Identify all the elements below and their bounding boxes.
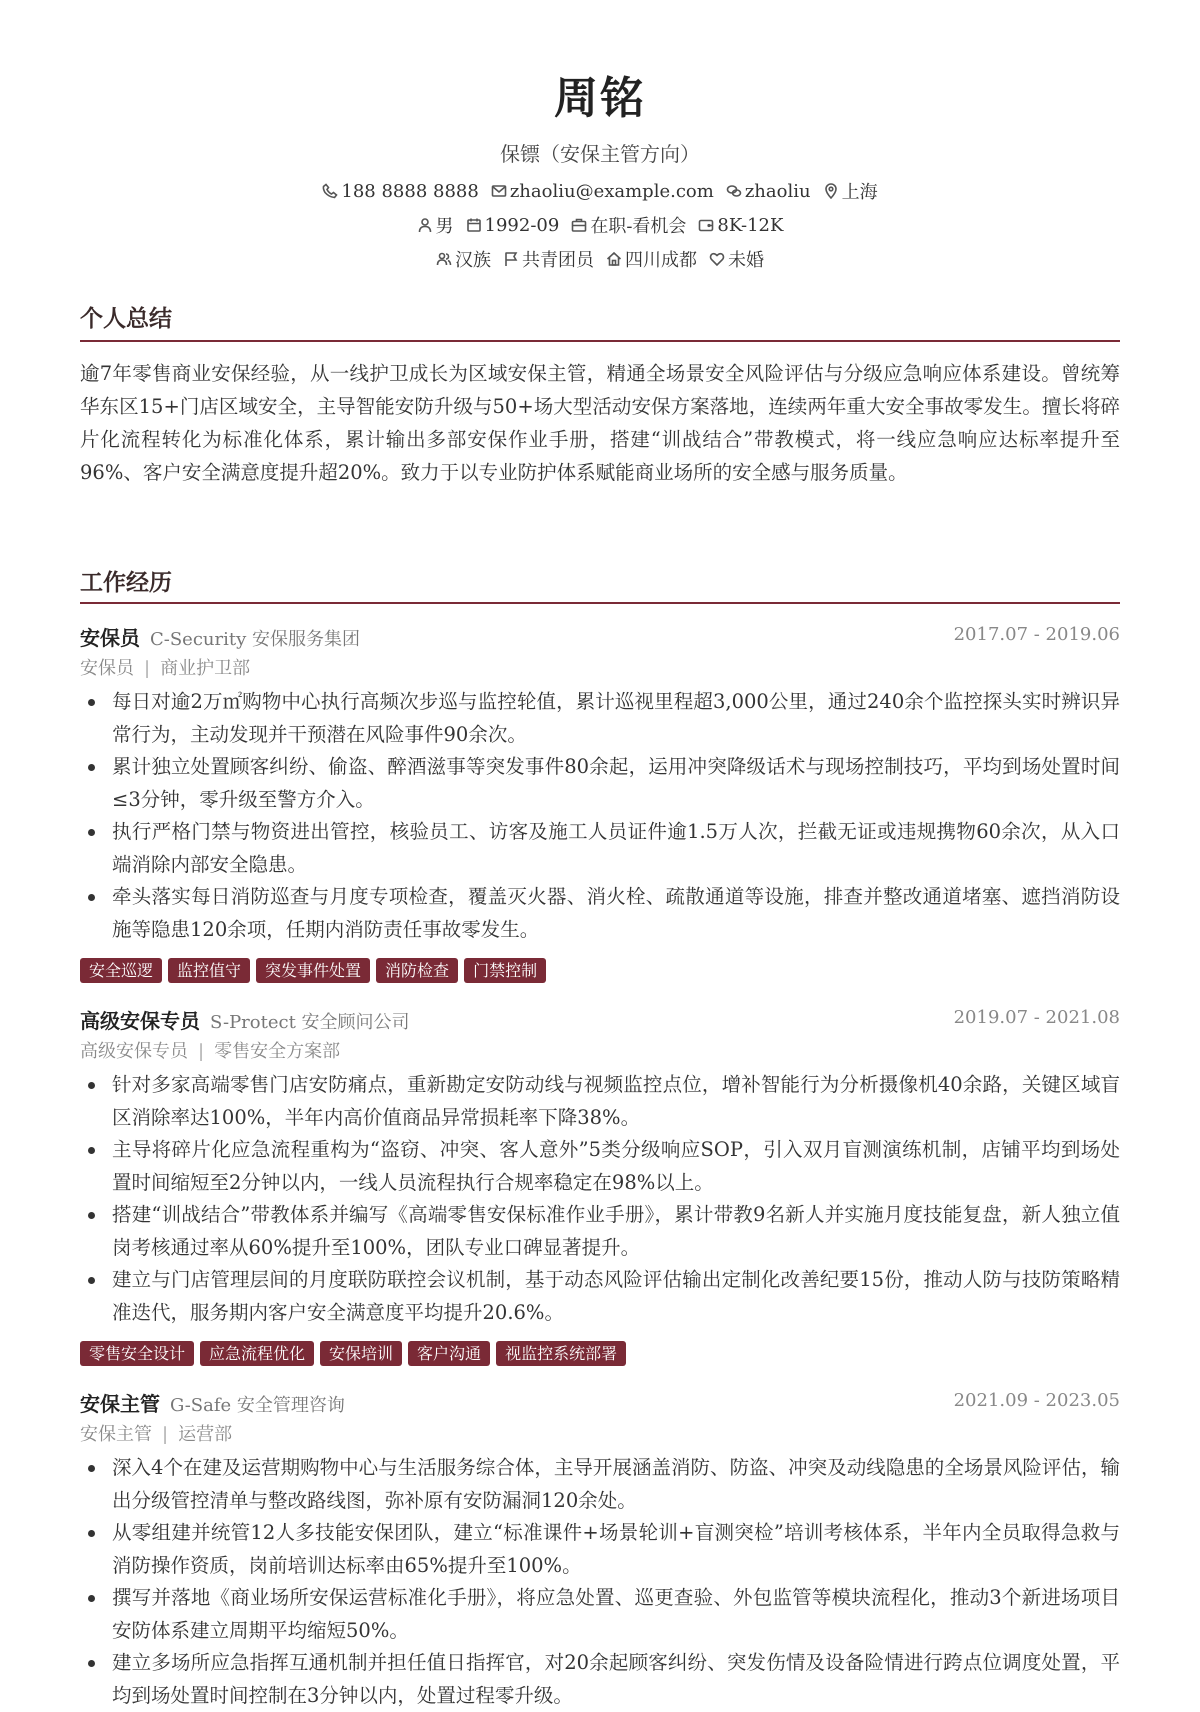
job-entry-3 xyxy=(80,1388,1120,1712)
hometown-text: 四川成都 xyxy=(625,250,697,271)
experience-section-title: 工作经历 xyxy=(80,569,172,596)
summary-text: 逾7年零售商业安保经验，从一线护卫成长为区域安保主管，精通全场景安全风险评估与分级应急响应体系建设。曾统筹华东区15+门店区域安全，主导智能安防升级与50+场大型活动安保方案落地，连续两年重大安全事故零发生。擅长将碎片化流程转化为标准化体系，累计输出多部安保作业手册，搭建“训战结合”带教模式，将一线应急响应达标率提升至96%、客户安全满意度提升超20%。致力于以专业防护体系赋能商业场所的安全感与服务质量。 xyxy=(80,362,1120,484)
mail-icon xyxy=(491,183,507,199)
job-title: 安保员 xyxy=(80,626,140,650)
job-title: 高级安保专员 xyxy=(80,1009,200,1033)
skill-tag: 应急流程优化 xyxy=(200,1341,314,1366)
bullet-item: 建立多场所应急指挥互通机制并担任值日指挥官，对20余起顾客纠纷、突发伤情及设备险情进行跨点位调度处置，平均到场处置时间控制在3分钟以内，处置过程零升级。 xyxy=(80,1647,1120,1712)
bullet-item: 累计独立处置顾客纠纷、偷盗、醉酒滋事等突发事件80余起，运用冲突降级话术与现场控制技巧，平均到场处置时间≤3分钟，零升级至警方介入。 xyxy=(80,751,1120,816)
contact-phone[interactable] xyxy=(322,181,478,202)
bullet-item: 深入4个在建及运营期购物中心与生活服务综合体，主导开展涵盖消防、防盗、冲突及动线隐患的全场景风险评估，输出分级管控清单与整改路线图，弥补原有安防漏洞120余处。 xyxy=(80,1452,1120,1517)
location-text: 上海 xyxy=(841,182,878,203)
basics-row xyxy=(0,212,1200,238)
calendar-icon xyxy=(466,217,482,233)
job-role: 安保主管 xyxy=(80,1424,152,1445)
heart-icon xyxy=(709,251,725,267)
job-target: 保镖（安保主管方向） xyxy=(500,142,700,166)
job-entry-2 xyxy=(80,1005,1120,1366)
user-icon xyxy=(417,217,433,233)
job-role: 安保员 xyxy=(80,658,134,679)
job-header xyxy=(80,1005,1120,1035)
contact-wechat[interactable] xyxy=(726,181,811,202)
job-role: 高级安保专员 xyxy=(80,1041,188,1062)
separator: | xyxy=(198,1041,205,1062)
skill-tag: 突发事件处置 xyxy=(256,958,370,983)
job-date: 2017.07 - 2019.06 xyxy=(953,624,1120,645)
job-company: C-Security 安保服务集团 xyxy=(150,629,360,650)
job-bullets xyxy=(80,1069,1120,1329)
birth-text: 1992-09 xyxy=(484,214,560,236)
job-bullets xyxy=(80,686,1120,946)
bullet-item: 建立与门店管理层间的月度联防联控会议机制，基于动态风险评估输出定制化改善纪要15份，推动人防与技防策略精准迭代，服务期内客户安全满意度平均提升20.6%。 xyxy=(80,1264,1120,1329)
skill-tag: 门禁控制 xyxy=(464,958,546,983)
bullet-item: 牵头落实每日消防巡查与月度专项检查，覆盖灭火器、消火栓、疏散通道等设施，排查并整改通道堵塞、遮挡消防设施等隐患120余项，任期内消防责任事故零发生。 xyxy=(80,881,1120,946)
political-text: 共青团员 xyxy=(522,250,594,271)
basics-birth xyxy=(466,215,560,236)
bullet-item: 主导将碎片化应急流程重构为“盗窃、冲突、客人意外”5类分级响应SOP，引入双月盲测演练机制，店铺平均到场处置时间缩短至2分钟以内，一线人员流程执行合规率稳定在98%以上。 xyxy=(80,1134,1120,1199)
job-dept-name: 商业护卫部 xyxy=(160,658,251,679)
wechat-icon xyxy=(726,183,742,199)
job-entry-1 xyxy=(80,622,1120,983)
contact-email[interactable] xyxy=(491,181,714,202)
wechat-text: zhaoliu xyxy=(744,180,811,202)
job-company: G-Safe 安全管理咨询 xyxy=(170,1395,345,1416)
job-header xyxy=(80,622,1120,652)
people-icon xyxy=(436,251,452,267)
contact-row xyxy=(0,178,1200,204)
flag-icon xyxy=(503,251,519,267)
bullet-item: 搭建“训战结合”带教体系并编写《高端零售安保标准作业手册》，累计带教9名新人并实施月度技能复盘，新人独立值岗考核通过率从60%提升至100%，团队专业口碑显著提升。 xyxy=(80,1199,1120,1264)
marital-text: 未婚 xyxy=(728,250,764,271)
job-bullets xyxy=(80,1452,1120,1712)
bullet-item: 每日对逾2万㎡购物中心执行高频次步巡与监控轮值，累计巡视里程超3,000公里，通过240余个监控探头实时辨识异常行为，主动发现并干预潜在风险事件90余次。 xyxy=(80,686,1120,751)
job-date: 2019.07 - 2021.08 xyxy=(953,1007,1120,1028)
skill-tag: 零售安全设计 xyxy=(80,1341,194,1366)
skill-tags xyxy=(80,958,1120,983)
skill-tag: 消防检查 xyxy=(376,958,458,983)
personal-ethnicity xyxy=(436,246,491,272)
personal-marital xyxy=(709,246,764,272)
status-text: 在职-看机会 xyxy=(590,216,687,237)
job-title: 安保主管 xyxy=(80,1392,160,1416)
home-icon xyxy=(606,251,622,267)
bullet-item: 执行严格门禁与物资进出管控，核验员工、访客及施工人员证件逾1.5万人次，拦截无证或违规携物60余次，从入口端消除内部安全隐患。 xyxy=(80,816,1120,881)
gender-text: 男 xyxy=(435,216,454,237)
skill-tag: 视监控系统部署 xyxy=(496,1341,626,1366)
skill-tags xyxy=(80,1341,1120,1366)
personal-hometown xyxy=(606,246,697,272)
skill-tag: 监控值守 xyxy=(168,958,250,983)
job-company: S-Protect 安全顾问公司 xyxy=(210,1012,410,1033)
contact-location xyxy=(823,178,878,204)
location-icon xyxy=(823,183,839,199)
email-text: zhaoliu@example.com xyxy=(509,180,714,202)
job-header xyxy=(80,1388,1120,1418)
summary-section-title: 个人总结 xyxy=(80,305,172,332)
separator: | xyxy=(162,1424,169,1445)
job-department xyxy=(80,1418,1120,1452)
basics-gender xyxy=(417,212,454,238)
personal-row xyxy=(0,246,1200,272)
salary-text: 8K-12K xyxy=(717,214,784,236)
job-date: 2021.09 - 2023.05 xyxy=(953,1390,1120,1411)
bullet-item: 针对多家高端零售门店安防痛点，重新勘定安防动线与视频监控点位，增补智能行为分析摄像机40余路，关键区域盲区消除率达100%，半年内高价值商品异常损耗率下降38%。 xyxy=(80,1069,1120,1134)
job-dept-name: 零售安全方案部 xyxy=(214,1041,341,1062)
candidate-name: 周铭 xyxy=(554,73,646,124)
summary-divider xyxy=(80,340,1120,342)
skill-tag: 客户沟通 xyxy=(408,1341,490,1366)
separator: | xyxy=(144,658,151,679)
job-department xyxy=(80,1035,1120,1069)
basics-salary xyxy=(698,215,783,236)
bullet-item: 撰写并落地《商业场所安保运营标准化手册》，将应急处置、巡更查验、外包监管等模块流程化，推动3个新进场项目安防体系建立周期平均缩短50%。 xyxy=(80,1582,1120,1647)
phone-text: 188 8888 8888 xyxy=(341,180,479,202)
ethnicity-text: 汉族 xyxy=(455,250,491,271)
personal-political xyxy=(503,246,594,272)
briefcase-icon xyxy=(571,217,587,233)
basics-status xyxy=(571,212,686,238)
job-dept-name: 运营部 xyxy=(178,1424,233,1445)
skill-tag: 安保培训 xyxy=(320,1341,402,1366)
skill-tag: 安全巡逻 xyxy=(80,958,162,983)
experience-divider xyxy=(80,602,1120,604)
job-department xyxy=(80,652,1120,686)
phone-icon xyxy=(322,183,338,199)
bullet-item: 从零组建并统管12人多技能安保团队，建立“标准课件+场景轮训+盲测突检”培训考核体系，半年内全员取得急救与消防操作资质，岗前培训达标率由65%提升至100%。 xyxy=(80,1517,1120,1582)
wallet-icon xyxy=(698,217,714,233)
